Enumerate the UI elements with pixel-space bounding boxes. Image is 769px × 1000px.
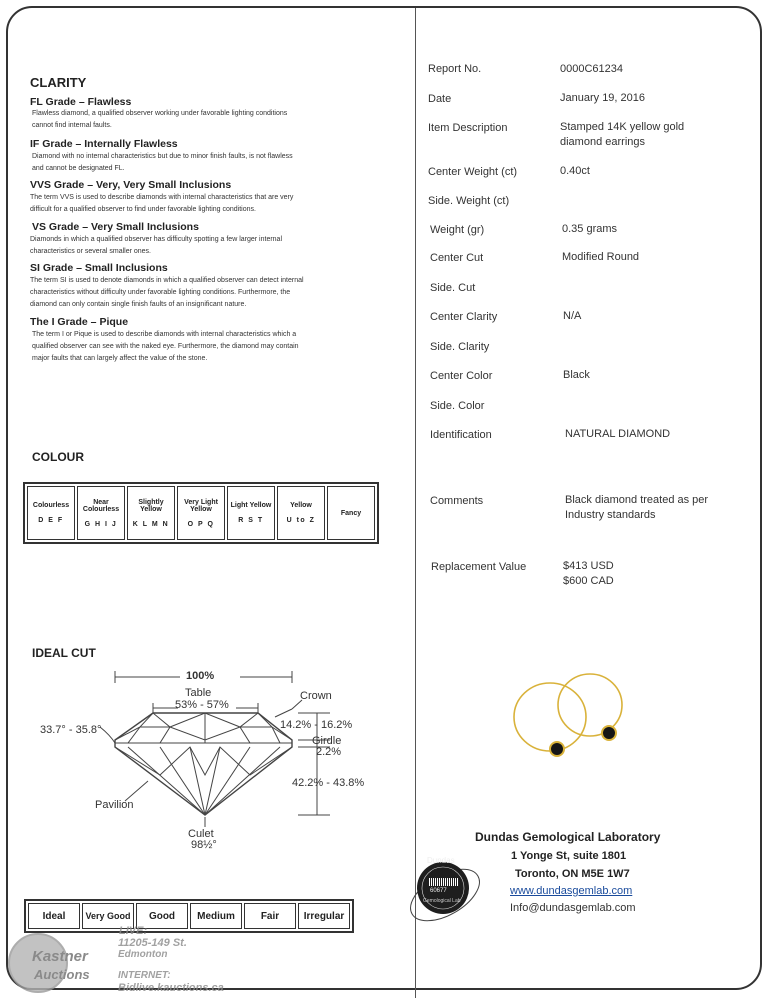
report-label: Item Description — [428, 122, 508, 134]
report-value: Stamped 14K yellow gold diamond earrings — [560, 121, 685, 148]
clarity-grade-text: The term VVS is used to describe diamonds with internal characteristics that are very difficult for a qualified observer to find under favorable lighting conditions. — [30, 194, 294, 213]
cut-crown-label: Crown — [300, 690, 332, 702]
report-value: $413 USD $600 CAD — [563, 560, 614, 587]
clarity-grade-text: Diamonds in which a qualified observer has difficulty spotting a few larger internal characteristics or several smaller ones. — [30, 236, 283, 255]
cut-grade-cell: Ideal — [28, 903, 80, 929]
report-value: 0000C61234 — [560, 63, 624, 75]
report-value: Modified Round — [562, 251, 640, 263]
seal-text: Dundas — [427, 856, 455, 865]
watermark-internet-label: INTERNET: — [118, 970, 171, 981]
clarity-grade-title: SI Grade – Small Inclusions — [30, 262, 168, 274]
cut-culet-label: Culet — [188, 828, 214, 840]
report-label: Center Clarity — [430, 311, 498, 323]
cut-girdle-value: 2.2% — [316, 746, 342, 758]
clarity-grade-title: FL Grade – Flawless — [30, 96, 132, 108]
report-value: NATURAL DIAMOND — [565, 428, 671, 440]
earrings-photo — [505, 665, 645, 775]
report-label: Comments — [430, 495, 484, 507]
clarity-grade-text: The term SI is used to denote diamonds in which a qualified observer can detect internal characteristics without difficulty under favorable lighting conditions. Furthermore, the diamond can only contain single finish faults of an insignificant nature. — [30, 277, 304, 308]
ideal-cut-heading: IDEAL CUT — [32, 646, 96, 660]
clarity-heading: CLARITY — [30, 75, 87, 90]
colour-cell: Near Colourless G H I J — [77, 486, 125, 540]
report-label: Center Cut — [430, 252, 484, 264]
cut-pavilion-depth: 42.2% - 43.8% — [292, 777, 365, 789]
colour-scale-table — [23, 482, 379, 544]
cut-grade-cell: Medium — [190, 903, 242, 929]
clarity-grade-title: VVS Grade – Very, Very Small Inclusions — [30, 179, 232, 191]
colour-cell: Light Yellow R S T — [227, 486, 275, 540]
report-label: Weight (gr) — [430, 224, 485, 236]
report-value: N/A — [563, 310, 582, 322]
watermark-brand2: Auctions — [34, 967, 90, 982]
cut-grade-cell: Good — [136, 903, 188, 929]
report-label: Date — [428, 93, 452, 105]
cut-pavilion-label: Pavilion — [95, 799, 134, 811]
lab-seal — [405, 850, 485, 940]
report-value: Black diamond treated as per Industry standards — [565, 494, 709, 521]
lab-name: Dundas Gemological Laboratory — [475, 830, 661, 844]
colour-heading: COLOUR — [32, 450, 84, 464]
report-value: 0.40ct — [560, 165, 590, 177]
report-value: Black — [563, 369, 590, 381]
clarity-grade-text: The term I or Pique is used to describe diamonds with internal characteristics which a qualified observer can see with the naked eye. Furthermore, the diamond may contain major faults that can largely affect the value of the stone. — [32, 331, 299, 362]
clarity-grade-title: IF Grade – Internally Flawless — [30, 138, 178, 150]
clarity-grade-text: Flawless diamond, a qualified observer working under favorable lighting conditions cannot find internal faults. — [32, 110, 288, 129]
report-label: Replacement Value — [431, 561, 527, 573]
cut-grade-cell: Very Good — [82, 903, 134, 929]
auction-watermark — [0, 925, 240, 1000]
report-label: Side. Color — [430, 400, 485, 412]
seal-barcode — [429, 878, 459, 886]
cut-grade-cell: Irregular — [298, 903, 350, 929]
report-label: Side. Clarity — [430, 341, 490, 353]
watermark-url: Bidlive.kauctions.ca — [118, 982, 224, 994]
colour-cell: Fancy — [327, 486, 375, 540]
seal-number: 60677 — [430, 888, 447, 894]
report-label: Side. Weight (ct) — [428, 195, 510, 207]
report-label: Center Color — [430, 370, 493, 382]
lab-website-link[interactable]: www.dundasgemlab.com — [510, 885, 633, 897]
report-label: Report No. — [428, 63, 482, 75]
cut-width-label: 100% — [186, 670, 215, 682]
lab-email: Info@dundasgemlab.com — [510, 902, 636, 914]
clarity-grade-title: VS Grade – Very Small Inclusions — [32, 221, 199, 233]
report-value: 0.35 grams — [562, 223, 618, 235]
watermark-live-label: LIVE: — [119, 925, 148, 937]
colour-cell: Slightly Yellow K L M N — [127, 486, 175, 540]
cut-table-range: 53% - 57% — [175, 699, 229, 711]
report-label: Identification — [430, 429, 492, 441]
cut-culet-value: 98½° — [191, 839, 217, 851]
report-label: Side. Cut — [430, 282, 476, 294]
seal-ring-text: Gemological Lab — [423, 898, 461, 904]
cut-crown-angle: 33.7° - 35.8° — [40, 724, 102, 736]
report-label: Center Weight (ct) — [428, 166, 518, 178]
cut-girdle-label: Girdle — [312, 735, 342, 747]
colour-cell: Very Light Yellow O P Q — [177, 486, 225, 540]
lab-address-line2: Toronto, ON M5E 1W7 — [515, 868, 630, 880]
watermark-address: 11205-149 St. — [118, 937, 187, 949]
clarity-grade-title: The I Grade – Pique — [30, 316, 129, 328]
colour-cell: Yellow U to Z — [277, 486, 325, 540]
colour-cell: Colourless D E F — [27, 486, 75, 540]
watermark-city: Edmonton — [118, 949, 168, 960]
cut-table-label: Table — [185, 687, 212, 699]
watermark-brand1: Kastner — [32, 948, 88, 965]
clarity-grade-text: Diamond with no internal characteristics but due to minor finish faults, is not flawless and cannot be designated FL. — [32, 153, 293, 172]
lab-address-line1: 1 Yonge St, suite 1801 — [511, 850, 627, 862]
cut-crown-height: 14.2% - 16.2% — [280, 719, 353, 731]
cut-grade-cell: Fair — [244, 903, 296, 929]
report-value: January 19, 2016 — [560, 92, 646, 104]
